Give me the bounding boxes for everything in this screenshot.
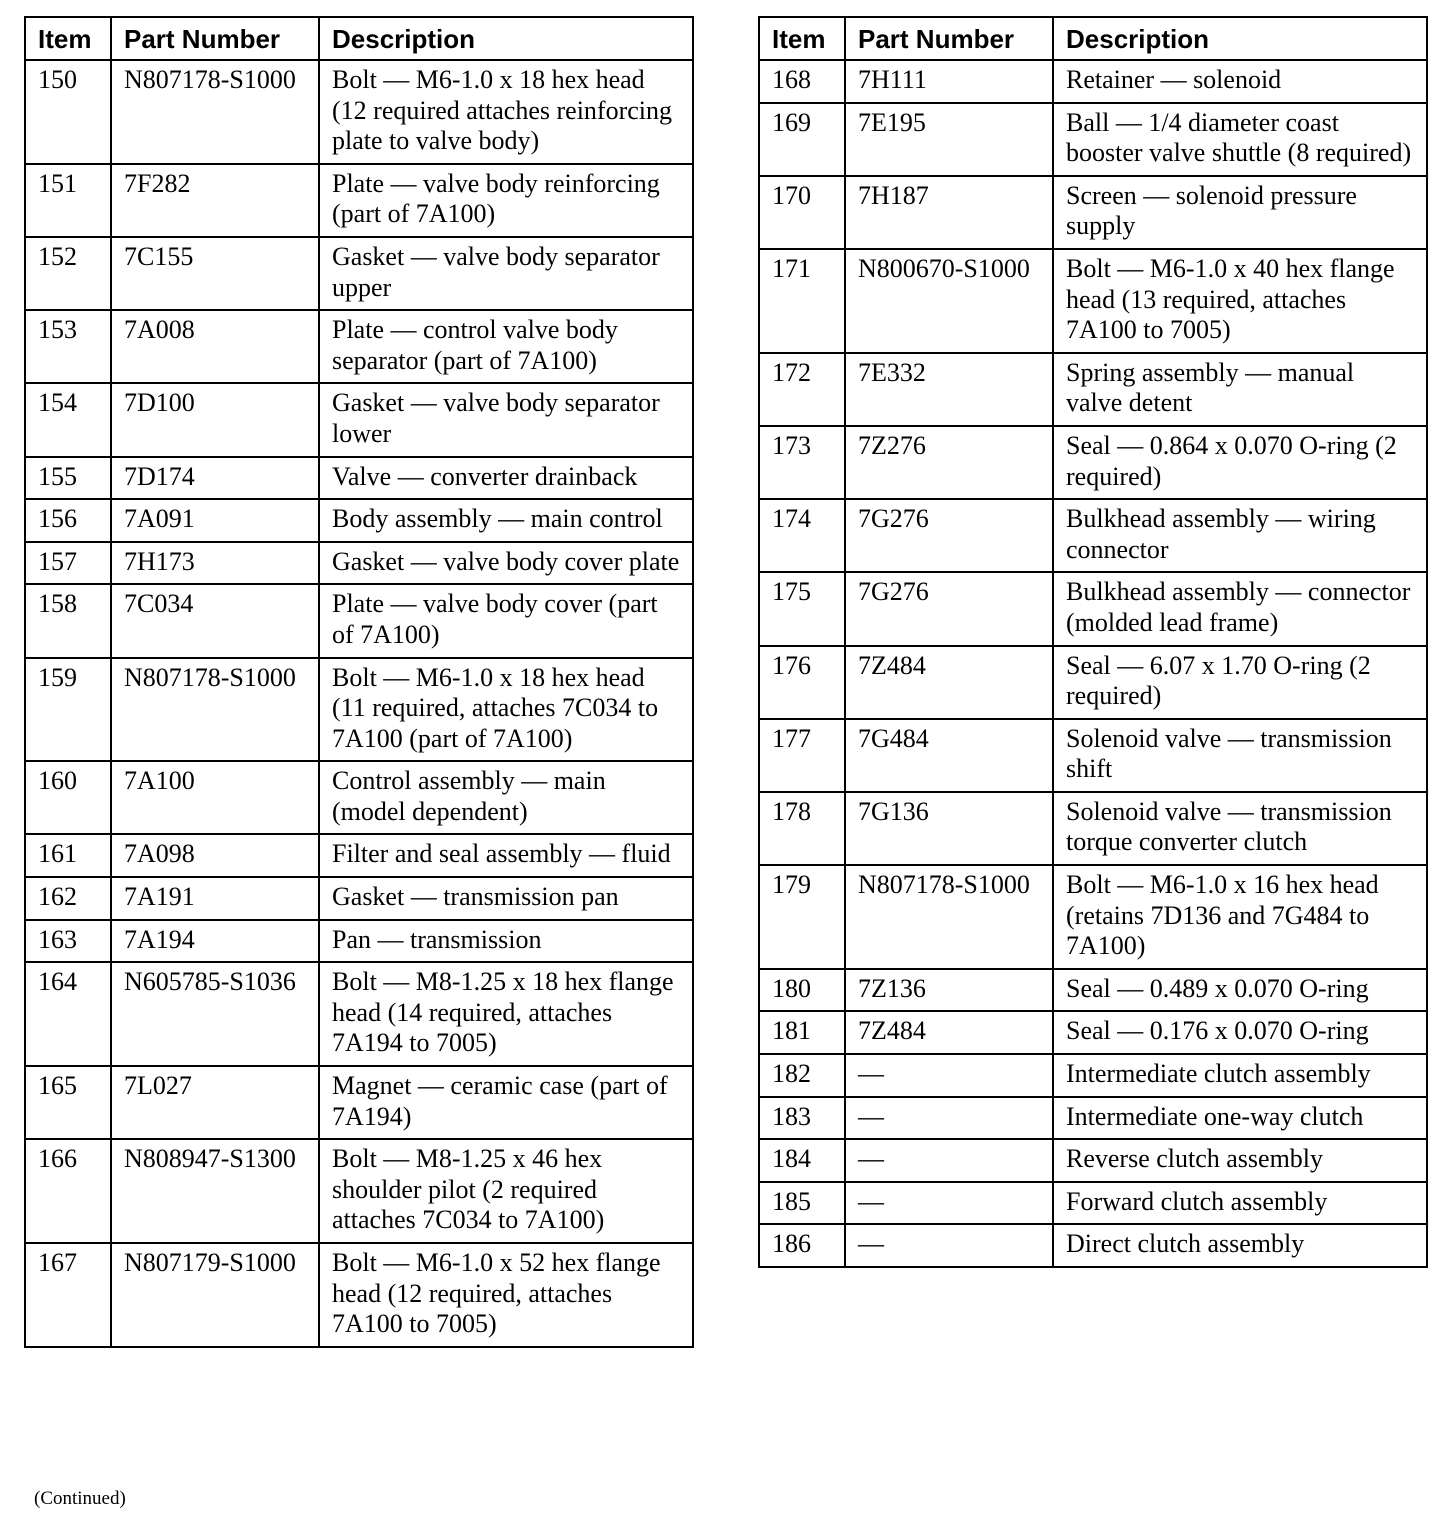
part-number-cell: 7Z484: [845, 646, 1053, 719]
part-number-cell: —: [845, 1182, 1053, 1225]
part-number-cell: 7A098: [111, 834, 319, 877]
description-cell: Pan — transmission: [319, 920, 693, 963]
description-cell: Direct clutch assembly: [1053, 1224, 1427, 1267]
description-cell: Filter and seal assembly — fluid: [319, 834, 693, 877]
table-row: [759, 646, 1427, 719]
item-cell: 175: [759, 572, 845, 645]
part-number-cell: 7C155: [111, 237, 319, 310]
table-row: [759, 1011, 1427, 1054]
part-number-cell: 7G276: [845, 499, 1053, 572]
item-cell: 162: [25, 877, 111, 920]
item-cell: 173: [759, 426, 845, 499]
description-cell: Control assembly — main (model dependent): [319, 761, 693, 834]
table-row: [25, 1066, 693, 1139]
header-description: Description: [319, 17, 693, 60]
description-cell: Seal — 0.489 x 0.070 O-ring: [1053, 969, 1427, 1012]
description-cell: Ball — 1/4 diameter coast booster valve shuttle (8 required): [1053, 103, 1427, 176]
table-row: [759, 499, 1427, 572]
part-number-cell: 7A100: [111, 761, 319, 834]
table-row: [25, 920, 693, 963]
header-item: Item: [25, 17, 111, 60]
part-number-cell: 7G136: [845, 792, 1053, 865]
item-cell: 181: [759, 1011, 845, 1054]
part-number-cell: 7H173: [111, 542, 319, 585]
item-cell: 174: [759, 499, 845, 572]
table-row: [25, 584, 693, 657]
description-cell: Plate — valve body cover (part of 7A100): [319, 584, 693, 657]
table-row: [25, 1243, 693, 1347]
item-cell: 177: [759, 719, 845, 792]
description-cell: Body assembly — main control: [319, 499, 693, 542]
table-row: [759, 792, 1427, 865]
description-cell: Gasket — transmission pan: [319, 877, 693, 920]
description-cell: Forward clutch assembly: [1053, 1182, 1427, 1225]
description-cell: Plate — control valve body separator (part of 7A100): [319, 310, 693, 383]
table-row: [759, 719, 1427, 792]
item-cell: 186: [759, 1224, 845, 1267]
description-cell: Bolt — M6-1.0 x 40 hex flange head (13 required, attaches 7A100 to 7005): [1053, 249, 1427, 353]
table-row: [759, 426, 1427, 499]
table-row: [759, 865, 1427, 969]
header-part-number: Part Number: [845, 17, 1053, 60]
description-cell: Bulkhead assembly — connector (molded lead frame): [1053, 572, 1427, 645]
item-cell: 179: [759, 865, 845, 969]
header-item: Item: [759, 17, 845, 60]
item-cell: 160: [25, 761, 111, 834]
part-number-cell: 7A091: [111, 499, 319, 542]
item-cell: 183: [759, 1097, 845, 1140]
description-cell: Bolt — M6-1.0 x 52 hex flange head (12 required, attaches 7A100 to 7005): [319, 1243, 693, 1347]
part-number-cell: 7F282: [111, 164, 319, 237]
part-number-cell: N807179-S1000: [111, 1243, 319, 1347]
description-cell: Gasket — valve body separator lower: [319, 383, 693, 456]
description-cell: Intermediate one-way clutch: [1053, 1097, 1427, 1140]
header-part-number: Part Number: [111, 17, 319, 60]
description-cell: Retainer — solenoid: [1053, 60, 1427, 103]
part-number-cell: 7D174: [111, 457, 319, 500]
description-cell: Spring assembly — manual valve detent: [1053, 353, 1427, 426]
part-number-cell: 7Z484: [845, 1011, 1053, 1054]
part-number-cell: 7A194: [111, 920, 319, 963]
description-cell: Valve — converter drainback: [319, 457, 693, 500]
table-row: [759, 572, 1427, 645]
item-cell: 182: [759, 1054, 845, 1097]
item-cell: 151: [25, 164, 111, 237]
part-number-cell: 7L027: [111, 1066, 319, 1139]
table-row: [25, 499, 693, 542]
description-cell: Reverse clutch assembly: [1053, 1139, 1427, 1182]
description-cell: Seal — 6.07 x 1.70 O-ring (2 required): [1053, 646, 1427, 719]
description-cell: Magnet — ceramic case (part of 7A194): [319, 1066, 693, 1139]
part-number-cell: 7E332: [845, 353, 1053, 426]
item-cell: 156: [25, 499, 111, 542]
table-row: [759, 1054, 1427, 1097]
description-cell: Plate — valve body reinforcing (part of 7A100): [319, 164, 693, 237]
table-row: [25, 834, 693, 877]
item-cell: 164: [25, 962, 111, 1066]
description-cell: Gasket — valve body separator upper: [319, 237, 693, 310]
description-cell: Seal — 0.176 x 0.070 O-ring: [1053, 1011, 1427, 1054]
table-row: [25, 1139, 693, 1243]
item-cell: 153: [25, 310, 111, 383]
part-number-cell: —: [845, 1054, 1053, 1097]
item-cell: 163: [25, 920, 111, 963]
item-cell: 166: [25, 1139, 111, 1243]
item-cell: 172: [759, 353, 845, 426]
table-row: [759, 1139, 1427, 1182]
item-cell: 184: [759, 1139, 845, 1182]
table-row: [25, 658, 693, 762]
table-row: [25, 457, 693, 500]
continued-note: (Continued): [34, 1488, 126, 1509]
description-cell: Bolt — M6-1.0 x 16 hex head (retains 7D136 and 7G484 to 7A100): [1053, 865, 1427, 969]
item-cell: 152: [25, 237, 111, 310]
item-cell: 159: [25, 658, 111, 762]
description-cell: Solenoid valve — transmission shift: [1053, 719, 1427, 792]
part-number-cell: 7G484: [845, 719, 1053, 792]
item-cell: 171: [759, 249, 845, 353]
header-row: [25, 17, 693, 60]
part-number-cell: N605785-S1036: [111, 962, 319, 1066]
part-number-cell: 7E195: [845, 103, 1053, 176]
part-number-cell: —: [845, 1224, 1053, 1267]
table-row: [25, 237, 693, 310]
part-number-cell: 7Z276: [845, 426, 1053, 499]
part-number-cell: 7D100: [111, 383, 319, 456]
table-row: [759, 249, 1427, 353]
table-row: [759, 1097, 1427, 1140]
part-number-cell: 7Z136: [845, 969, 1053, 1012]
item-cell: 167: [25, 1243, 111, 1347]
table-row: [25, 164, 693, 237]
item-cell: 150: [25, 60, 111, 164]
item-cell: 178: [759, 792, 845, 865]
parts-table-right: [758, 16, 1428, 1268]
table-row: [25, 761, 693, 834]
description-cell: Bolt — M8-1.25 x 46 hex shoulder pilot (2 required attaches 7C034 to 7A100): [319, 1139, 693, 1243]
table-row: [759, 969, 1427, 1012]
header-description: Description: [1053, 17, 1427, 60]
table-row: [25, 310, 693, 383]
table-row: [25, 60, 693, 164]
part-number-cell: 7H111: [845, 60, 1053, 103]
item-cell: 176: [759, 646, 845, 719]
item-cell: 180: [759, 969, 845, 1012]
description-cell: Bulkhead assembly — wiring connector: [1053, 499, 1427, 572]
table-row: [25, 962, 693, 1066]
table-row: [759, 60, 1427, 103]
part-number-cell: 7A008: [111, 310, 319, 383]
description-cell: Bolt — M6-1.0 x 18 hex head (11 required, attaches 7C034 to 7A100 (part of 7A100): [319, 658, 693, 762]
part-number-cell: —: [845, 1139, 1053, 1182]
item-cell: 154: [25, 383, 111, 456]
header-row: [759, 17, 1427, 60]
item-cell: 157: [25, 542, 111, 585]
item-cell: 165: [25, 1066, 111, 1139]
description-cell: Bolt — M6-1.0 x 18 hex head (12 required attaches reinforcing plate to valve body): [319, 60, 693, 164]
parts-table-left: [24, 16, 694, 1348]
table-row: [759, 1224, 1427, 1267]
part-number-cell: N808947-S1300: [111, 1139, 319, 1243]
part-number-cell: 7G276: [845, 572, 1053, 645]
description-cell: Bolt — M8-1.25 x 18 hex flange head (14 required, attaches 7A194 to 7005): [319, 962, 693, 1066]
item-cell: 168: [759, 60, 845, 103]
item-cell: 155: [25, 457, 111, 500]
part-number-cell: N807178-S1000: [111, 60, 319, 164]
item-cell: 170: [759, 176, 845, 249]
part-number-cell: 7A191: [111, 877, 319, 920]
description-cell: Screen — solenoid pressure supply: [1053, 176, 1427, 249]
table-row: [25, 877, 693, 920]
description-cell: Intermediate clutch assembly: [1053, 1054, 1427, 1097]
item-cell: 169: [759, 103, 845, 176]
table-row: [759, 103, 1427, 176]
description-cell: Gasket — valve body cover plate: [319, 542, 693, 585]
table-row: [25, 542, 693, 585]
description-cell: Solenoid valve — transmission torque converter clutch: [1053, 792, 1427, 865]
table-row: [759, 176, 1427, 249]
part-number-cell: N800670-S1000: [845, 249, 1053, 353]
item-cell: 158: [25, 584, 111, 657]
table-row: [25, 383, 693, 456]
part-number-cell: 7H187: [845, 176, 1053, 249]
part-number-cell: 7C034: [111, 584, 319, 657]
part-number-cell: N807178-S1000: [845, 865, 1053, 969]
table-row: [759, 353, 1427, 426]
description-cell: Seal — 0.864 x 0.070 O-ring (2 required): [1053, 426, 1427, 499]
item-cell: 185: [759, 1182, 845, 1225]
item-cell: 161: [25, 834, 111, 877]
part-number-cell: N807178-S1000: [111, 658, 319, 762]
part-number-cell: —: [845, 1097, 1053, 1140]
table-row: [759, 1182, 1427, 1225]
